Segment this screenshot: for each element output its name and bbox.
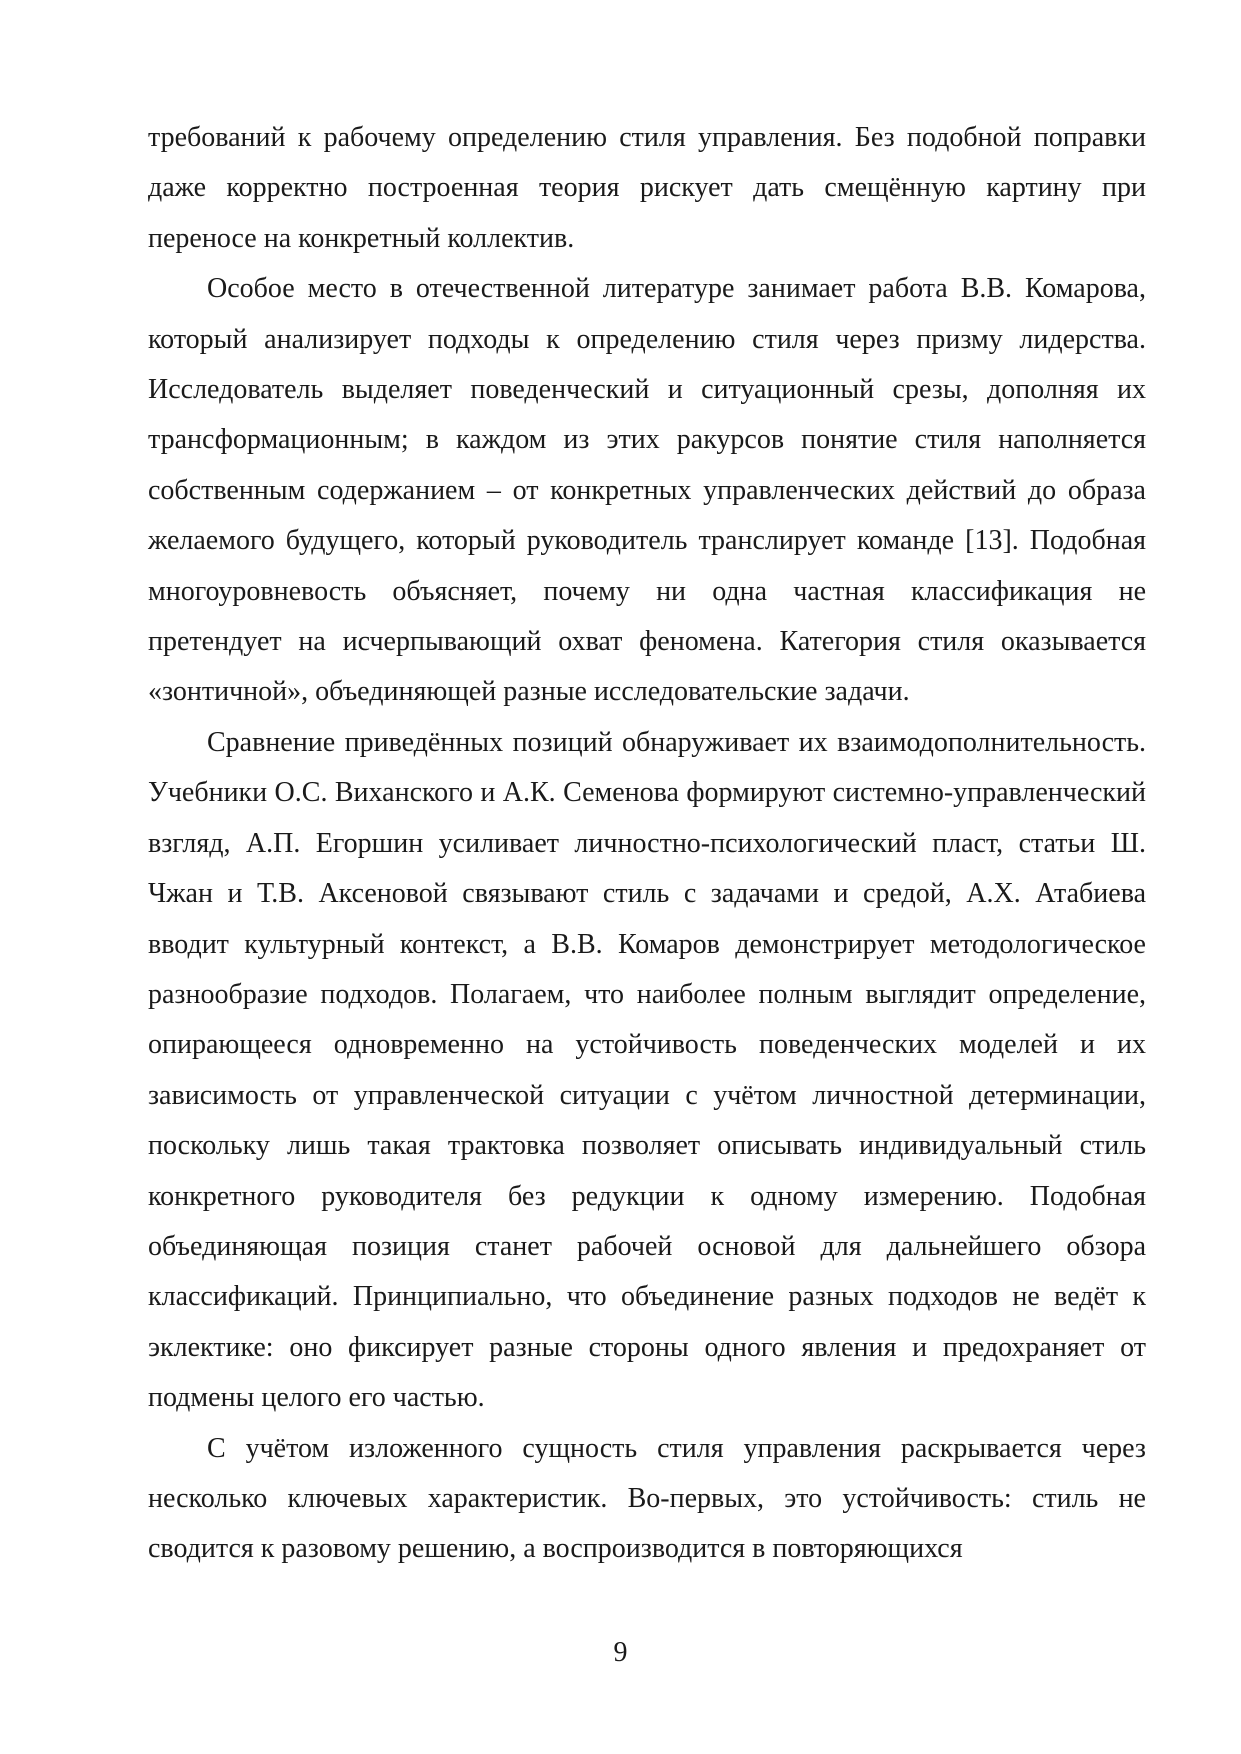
paragraph-comparison: Сравнение приведённых позиций обнаруживает их взаимодополнительность. Учебники О.С. Виханского и А.К. Семенова формируют системно-управленческий взгляд, А.П. Егоршин усиливает личностно-психологический пласт, статьи Ш. Чжан и Т.В. Аксеновой связывают стиль с задачами и средой, А.Х. Атабиева вводит культурный контекст, а В.В. Комаров демонстрирует методологическое разнообразие подходов. Полагаем, что наиболее полным выглядит определение, опирающееся одновременно на устойчивость поведенческих моделей и их зависимость от управленческой ситуации с учётом личностной детерминации, поскольку лишь такая трактовка позволяет описывать индивидуальный стиль конкретного руководителя без редукции к одному измерению. Подобная объединяющая позиция станет рабочей основой для дальнейшего обзора классификаций. Принципиально, что объединение разных подходов не ведёт к эклектике: оно фиксирует разные стороны одного явления и предохраняет от подмены целого его частью. <box>148 726 1146 1414</box>
page-number: 9 <box>613 1637 628 1668</box>
body-text <box>148 113 1146 1575</box>
paragraph-continuation: требований к рабочему определению стиля управления. Без подобной поправки даже корректно построенная теория рискует дать смещённую картину при переносе на конкретный коллектив. <box>148 122 1146 254</box>
paragraph-komarov: Особое место в отечественной литературе занимает работа В.В. Комарова, который анализирует подходы к определению стиля через призму лидерства. Исследователь выделяет поведенческий и ситуационный срезы, дополняя их трансформационным; в каждом из этих ракурсов понятие стиля наполняется собственным содержанием – от конкретных управленческих действий до образа желаемого будущего, который руководитель транслирует команде [13]. Подобная многоуровневость объясняет, почему ни одна частная классификация не претендует на исчерпывающий охват феномена. Категория стиля оказывается «зонтичной», объединяющей разные исследовательские задачи. <box>148 273 1146 708</box>
paragraph-characteristics: С учётом изложенного сущность стиля управления раскрывается через несколько ключевых характеристик. Во-первых, это устойчивость: стиль не сводится к разовому решению, а воспроизводится в повторяющихся <box>148 1432 1146 1565</box>
